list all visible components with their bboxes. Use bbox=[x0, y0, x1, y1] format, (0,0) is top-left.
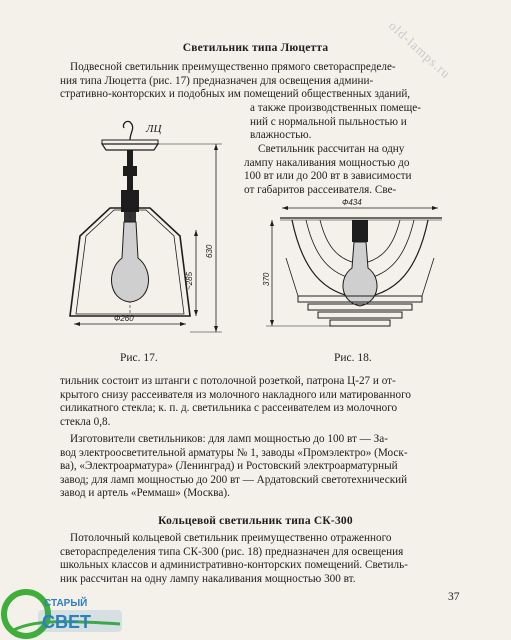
watermark-text: old-lamps.ru bbox=[385, 18, 455, 82]
text-line: ник рассчитан на одну лампу накаливания мощностью 300 вт. bbox=[60, 572, 356, 585]
text-line: силикатного стекла; к. п. д. светильника с рассеивателем из молочного bbox=[60, 402, 398, 415]
heading-sk300: Кольцевой светильник типа СК-300 bbox=[158, 515, 353, 527]
text-line: Светильник рассчитан на одну bbox=[258, 143, 405, 155]
paragraph-power bbox=[244, 143, 474, 197]
paragraph-construction bbox=[60, 375, 472, 429]
text-line: завод и артель «Реммаш» (Москва). bbox=[60, 487, 230, 500]
dimension-height-label: 630 bbox=[205, 244, 214, 258]
figure-18-caption: Рис. 18. bbox=[334, 352, 372, 364]
paragraph-manufacturers bbox=[60, 433, 472, 501]
text-line: завод; для ламп мощностью до 200 вт — Ардатовский светотехнический bbox=[60, 473, 408, 486]
heading-lucetta: Светильник типа Люцетта bbox=[182, 42, 329, 54]
figure-17-lucetta-lamp bbox=[58, 118, 228, 354]
figure-17-caption: Рис. 17. bbox=[120, 352, 158, 364]
text-line: стративно-конторских и подобных им помещений общественных зданий, bbox=[60, 88, 411, 101]
text-line: школьных классов и административно-конторских помещений. Светиль- bbox=[60, 559, 408, 572]
dimension-diameter-label: Ф434 bbox=[342, 198, 362, 207]
text-line: от габаритов рассеивателя. Све- bbox=[244, 183, 397, 196]
paragraph-intro bbox=[60, 61, 472, 102]
text-line: а также производственных помеще- bbox=[250, 102, 421, 114]
stamp-bottom-word: СВЕТ bbox=[42, 612, 91, 632]
stamp-logo-icon bbox=[0, 580, 132, 640]
paragraph-wrap bbox=[244, 102, 474, 143]
text-line: Изготовители светильников: для ламп мощностью до 100 вт — За- bbox=[70, 433, 388, 445]
text-line: 100 вт или до 200 вт в зависимости bbox=[244, 170, 412, 183]
text-line: ва), «Электроарматура» (Ленинград) и Ростовский электроарматурный bbox=[60, 460, 398, 473]
text-line: крытого снизу рассеивателя из молочного накладного или матированного bbox=[60, 388, 411, 401]
dimension-height-label: 370 bbox=[262, 272, 271, 286]
text-line: лампу накаливания мощностью до bbox=[244, 156, 410, 169]
text-line: Потолочный кольцевой светильник преимущественно отраженного bbox=[70, 532, 392, 544]
text-line: вод электроосветительной арматуры № 1, заводы «Промэлектро» (Моск- bbox=[60, 446, 408, 459]
text-line: ний с нормальной пыльностью и bbox=[250, 115, 407, 128]
text-line: стекла 0,8. bbox=[60, 415, 111, 428]
dimension-diameter-label: Ф260 bbox=[114, 314, 134, 323]
text-line: Подвесной светильник преимущественно прямого светораспределе- bbox=[70, 61, 396, 73]
dimension-inner-label: ~285 bbox=[185, 271, 194, 290]
text-line: влажностью. bbox=[250, 129, 312, 142]
figure-17-marker-label: ЛЦ bbox=[146, 123, 162, 135]
figure-18-sk300-lamp bbox=[262, 198, 462, 350]
text-line: светораспределения типа СК-300 (рис. 18) предназначен для освещения bbox=[60, 545, 404, 558]
paragraph-sk300 bbox=[60, 532, 472, 586]
text-line: ния типа Люцетта (рис. 17) предназначен для освещения админи- bbox=[60, 74, 374, 87]
text-line: тильник состоит из штанги с потолочной розеткой, патрона Ц-27 и от- bbox=[60, 375, 396, 387]
page-number: 37 bbox=[448, 591, 460, 603]
stamp-top-word: СТАРЫЙ bbox=[44, 598, 88, 609]
